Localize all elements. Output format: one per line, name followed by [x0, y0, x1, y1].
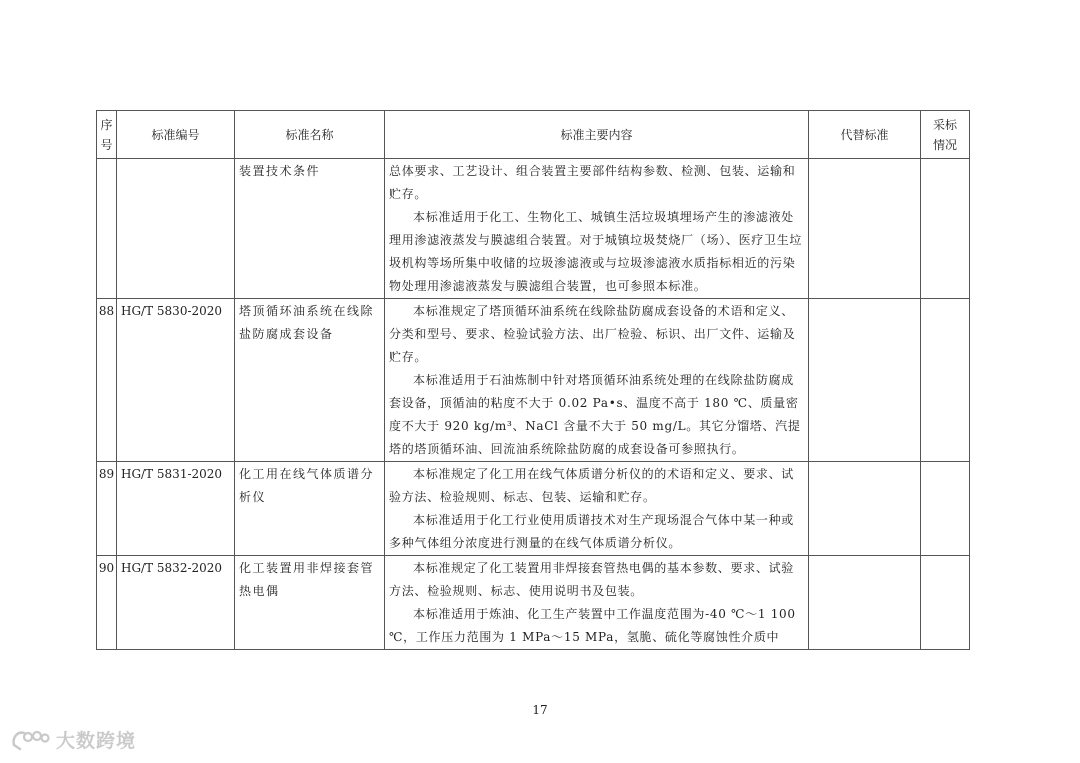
row-number: 89	[97, 462, 117, 556]
table-row	[97, 159, 970, 299]
standard-code	[117, 159, 235, 299]
standard-name: 化工装置用非焊接套管热电偶	[235, 556, 385, 650]
replaced-standard	[809, 462, 921, 556]
header-adopt: 采标情况	[921, 111, 970, 159]
table-row	[97, 556, 970, 650]
dashuju-logo-icon	[10, 727, 50, 753]
adoption-status	[921, 299, 970, 462]
adoption-status	[921, 159, 970, 299]
standard-content	[385, 299, 809, 462]
page-number: 17	[532, 703, 548, 717]
standard-code: HG/T 5832-2020	[117, 556, 235, 650]
content-paragraph: 本标准适用于石油炼制中针对塔顶循环油系统处理的在线除盐防腐成套设备，顶循油的粘度不大于 0.02 Pa•s、温度不高于 180 ℃、质量密度不大于 920 kg/m³、NaCl 含量不大于 50 mg/L。其它分馏塔、汽提塔的塔顶循环油、回流油系统除盐防腐的成套设备可参照执行。	[389, 373, 801, 456]
content-paragraph: 总体要求、工艺设计、组合装置主要部件结构参数、检测、包装、运输和贮存。	[389, 164, 796, 201]
replaced-standard	[809, 159, 921, 299]
table-row	[97, 462, 970, 556]
header-name: 标准名称	[235, 111, 385, 159]
content-paragraph: 本标准适用于化工行业使用质谱技术对生产现场混合气体中某一种或多种气体组分浓度进行测量的在线气体质谱分析仪。	[389, 513, 795, 550]
content-paragraph: 本标准适用于化工、生物化工、城镇生活垃圾填埋场产生的渗滤液处理用渗滤液蒸发与膜滤组合装置。对于城镇垃圾焚烧厂（场）、医疗卫生垃圾机构等场所集中收储的垃圾渗滤液或与垃圾渗滤液水质指标相近的污染物处理用渗滤液蒸发与膜滤组合装置，也可参照本标准。	[389, 210, 803, 293]
standard-name: 化工用在线气体质谱分析仪	[235, 462, 385, 556]
content-paragraph: 本标准适用于炼油、化工生产装置中工作温度范围为-40 ℃～1 100 ℃，工作压力范围为 1 MPa～15 MPa，氢脆、硫化等腐蚀性介质中	[389, 607, 796, 644]
content-paragraph: 本标准规定了化工用在线气体质谱分析仪的的术语和定义、要求、试验方法、检验规则、标志、包装、运输和贮存。	[389, 467, 795, 504]
content-paragraph: 本标准规定了塔顶循环油系统在线除盐防腐成套设备的术语和定义、分类和型号、要求、检验试验方法、出厂检验、标识、出厂文件、运输及贮存。	[389, 304, 796, 364]
adoption-status	[921, 556, 970, 650]
header-no: 序号	[97, 111, 117, 159]
table-header-row	[97, 111, 970, 159]
header-content: 标准主要内容	[385, 111, 809, 159]
watermark-text: 大数跨境	[56, 730, 137, 752]
header-code: 标准编号	[117, 111, 235, 159]
row-number: 90	[97, 556, 117, 650]
standard-content	[385, 159, 809, 299]
standard-name: 塔顶循环油系统在线除盐防腐成套设备	[235, 299, 385, 462]
replaced-standard	[809, 299, 921, 462]
watermark	[10, 726, 136, 753]
content-paragraph: 本标准规定了化工装置用非焊接套管热电偶的基本参数、要求、试验方法、检验规则、标志、使用说明书及包装。	[389, 561, 795, 598]
standard-content	[385, 462, 809, 556]
replaced-standard	[809, 556, 921, 650]
standard-code: HG/T 5831-2020	[117, 462, 235, 556]
header-replace: 代替标准	[809, 111, 921, 159]
adoption-status	[921, 462, 970, 556]
standard-content	[385, 556, 809, 650]
standards-table	[96, 110, 970, 650]
standard-code: HG/T 5830-2020	[117, 299, 235, 462]
table-row	[97, 299, 970, 462]
row-number	[97, 159, 117, 299]
row-number: 88	[97, 299, 117, 462]
standard-name: 装置技术条件	[235, 159, 385, 299]
